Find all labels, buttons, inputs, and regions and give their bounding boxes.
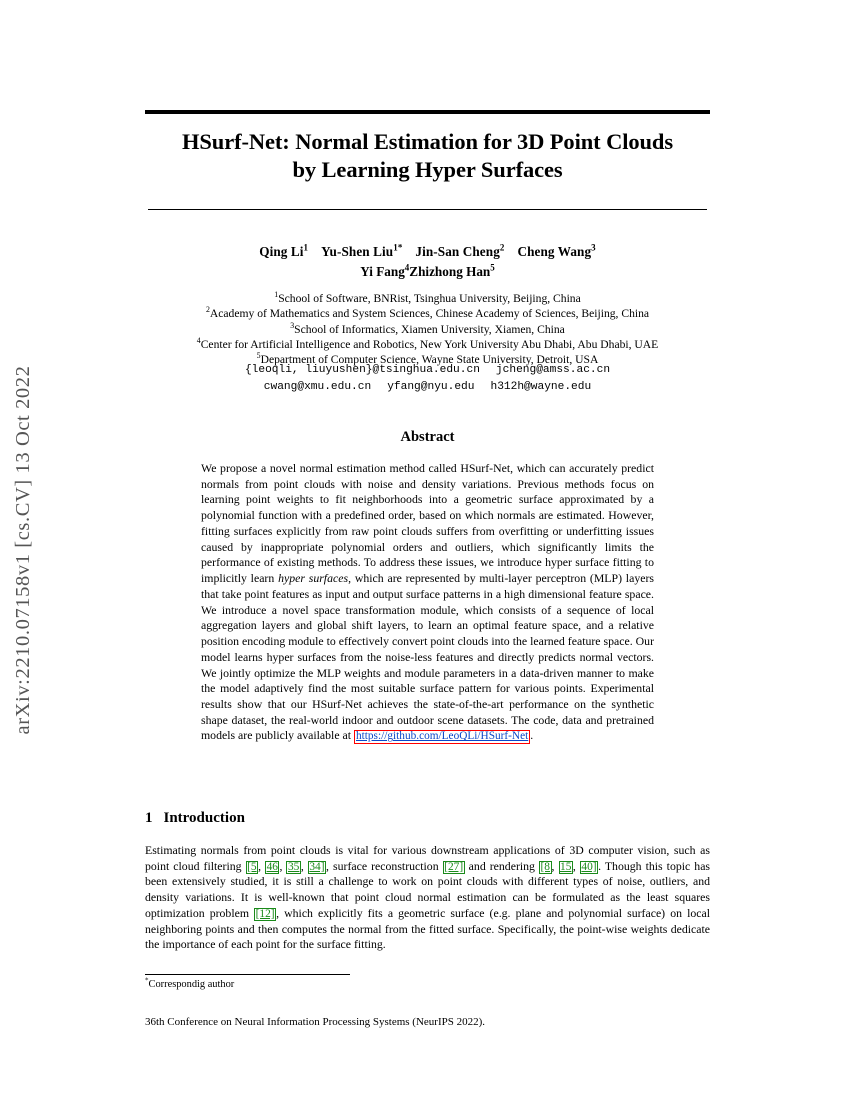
introduction-paragraph: Estimating normals from point clouds is vital for various downstream applications of 3D computer vision, such as point cloud filtering [5 , 46 , 35 , 34] , surface reconstruction [27] and rendering [8 , 15 , 40] . Though this topic has been extensively studied, it is still a challenge to work on point clouds with different types of noise, outliers, and density variations. It is well-known that point cloud normal estimation can be formulated as the least squares optimization problem [12] , which explicitly fits a geometric surface (e.g. plane and polynomial surface) on local neighboring points and then computes the normal from the fitted surface. Specifically, the point-wise weights dedicate the importance of each point for the surface fitting.	[145, 843, 711, 952]
author-list	[145, 244, 710, 280]
author-affil-marker: 3	[591, 242, 596, 253]
citation-link[interactable]: 46	[266, 860, 278, 873]
affiliation-marker: 1	[274, 290, 279, 300]
abstract-text-end: .	[530, 728, 534, 743]
citation-link[interactable]: 15	[560, 860, 572, 873]
author-line-2	[145, 264, 710, 280]
section-heading-introduction	[145, 810, 245, 827]
author-name: Yi Fang	[360, 264, 405, 279]
abstract-text-part-2: , which are represented by multi-layer perceptron (MLP) layers that take point features as input and output surface patterns in a high dimensional feature space. We introduce a novel space transformation module, which consists of a sequence of local aggregation layers and global shift layers, to learn an optimal feature space, and a relative position encoding module to effectively convert point clouds into the learned feature space. Our model learns hyper surfaces from the noise-less features and directly predicts normal vectors. We jointly optimize the MLP weights and module parameters in a data-driven manner to make the model adaptively find the most suitable surface pattern for various points. Experimental results show that our HSurf-Net achieves the state-of-the-art performance on the synthetic shape dataset, the real-world indoor and outdoor scene datasets. The code, data and pretrained models are publicly available at	[201, 571, 654, 743]
author-name: Qing Li	[259, 244, 304, 259]
affiliation-text: Department of Computer Science, Wayne State University, Detroit, USA	[260, 353, 599, 367]
citation-link[interactable]: 35	[287, 860, 300, 873]
email-line-2	[145, 379, 710, 396]
email-address: cwang@xmu.edu.cn	[263, 380, 372, 393]
email-address: h312h@wayne.edu	[490, 380, 592, 393]
affiliation-item	[142, 291, 713, 306]
author-name: Zhizhong Han	[409, 264, 491, 279]
paper-content	[145, 0, 710, 1100]
email-list	[145, 362, 710, 396]
email-address: jcheng@amss.ac.cn	[495, 364, 611, 376]
author-affil-marker: 1	[303, 242, 309, 253]
affiliation-marker: 4	[196, 336, 201, 346]
citation-link[interactable]: 34]	[309, 860, 325, 873]
citation-link[interactable]: [12]	[255, 907, 275, 920]
author-name: Jin-San Cheng	[415, 244, 500, 259]
affiliation-item	[142, 337, 713, 352]
affiliation-item	[142, 322, 713, 337]
footnote-text: Correspondig author	[148, 979, 235, 990]
author-line-1	[145, 244, 710, 260]
email-address: yfang@nyu.edu	[387, 380, 475, 393]
intro-text-c: and rendering	[464, 858, 539, 873]
affiliation-text: Center for Artificial Intelligence and Robotics, New York University Abu Dhabi, Abu Dhabi, UAE	[200, 337, 659, 351]
top-divider	[145, 110, 710, 114]
abstract-body	[201, 461, 654, 744]
citation-link[interactable]: [8	[540, 860, 550, 873]
title-line-2: by Learning Hyper Surfaces	[292, 157, 563, 183]
footnote	[145, 976, 545, 990]
intro-text-e: , which explicitly fits a geometric surface (e.g. plane and polynomial surface) on local neighboring points and then computes the normal from the fitted surface. Specifically, the point-wise weights dedicate the importance of each point for the surface fitting.	[145, 905, 710, 952]
affiliation-text: School of Software, BNRist, Tsinghua University, Beijing, China	[278, 292, 581, 305]
footnote-marker: *	[145, 976, 149, 985]
abstract-text-part-1: We propose a novel normal estimation method called HSurf-Net, which can accurately predict normals from point clouds with noise and density variations. Previous methods focus on learning point weights to fit neighborhoods into a geometric surface approximated by a polynomial function with a predefined order, based on which normals are estimated. However, fitting surfaces explicitly from raw point clouds suffers from overfitting or underfitting issues caused by inappropriate polynomial orders and outliers, which significantly limits the performance of existing methods. To address these issues, we introduce hyper surface fitting to implicitly learn	[201, 461, 654, 586]
intro-text-b: , surface reconstruction	[326, 858, 443, 873]
title-divider	[148, 209, 707, 210]
citation-link[interactable]: [5	[247, 860, 257, 873]
arxiv-stamp: arXiv:2210.07158v1 [cs.CV] 13 Oct 2022	[11, 365, 34, 735]
code-repository-link[interactable]: https://github.com/LeoQLi/HSurf-Net	[355, 730, 529, 743]
author-affil-marker: 5	[490, 262, 495, 273]
affiliation-marker: 3	[290, 320, 295, 330]
author-name: Cheng Wang	[517, 244, 592, 259]
footnote-divider	[145, 974, 350, 975]
affiliation-list	[142, 291, 713, 367]
author-affil-marker: 1*	[393, 242, 403, 253]
abstract-emphasis: hyper surfaces	[278, 571, 349, 586]
citation-link[interactable]: [27]	[444, 860, 464, 873]
author-name: Yu-Shen Liu	[321, 244, 394, 259]
intro-text-a: Estimating normals from point clouds is vital for various downstream applications of 3D computer vision, such as point cloud filtering	[145, 843, 710, 873]
author-affil-marker: 2	[499, 242, 505, 253]
page-title	[145, 128, 710, 184]
email-address: {leoqli, liuyushen}@tsinghua.edu.cn	[244, 364, 480, 376]
section-title: Introduction	[163, 810, 245, 826]
citation-link[interactable]: 40]	[581, 860, 597, 873]
affiliation-marker: 2	[205, 305, 210, 315]
author-affil-marker: 4	[404, 262, 410, 273]
email-line-1	[145, 362, 710, 379]
title-line-1: HSurf-Net: Normal Estimation for 3D Point Clouds	[181, 129, 673, 154]
section-number: 1	[145, 810, 153, 826]
affiliation-item	[142, 306, 713, 321]
affiliation-text: School of Informatics, Xiamen University, Xiamen, China	[294, 322, 565, 336]
affiliation-text: Academy of Mathematics and System Sciences, Chinese Academy of Sciences, Beijing, China	[209, 307, 650, 321]
intro-text-d: . Though this topic has been extensively studied, it is still a challenge to work on point clouds with different types of noise, outliers, and density variations. It is well-known that point cloud normal estimation can be formulated as the least squares optimization problem	[145, 858, 711, 920]
affiliation-marker: 5	[256, 351, 261, 361]
conference-note: 36th Conference on Neural Information Processing Systems (NeurIPS 2022).	[145, 1016, 486, 1028]
abstract-heading: Abstract	[400, 429, 455, 445]
